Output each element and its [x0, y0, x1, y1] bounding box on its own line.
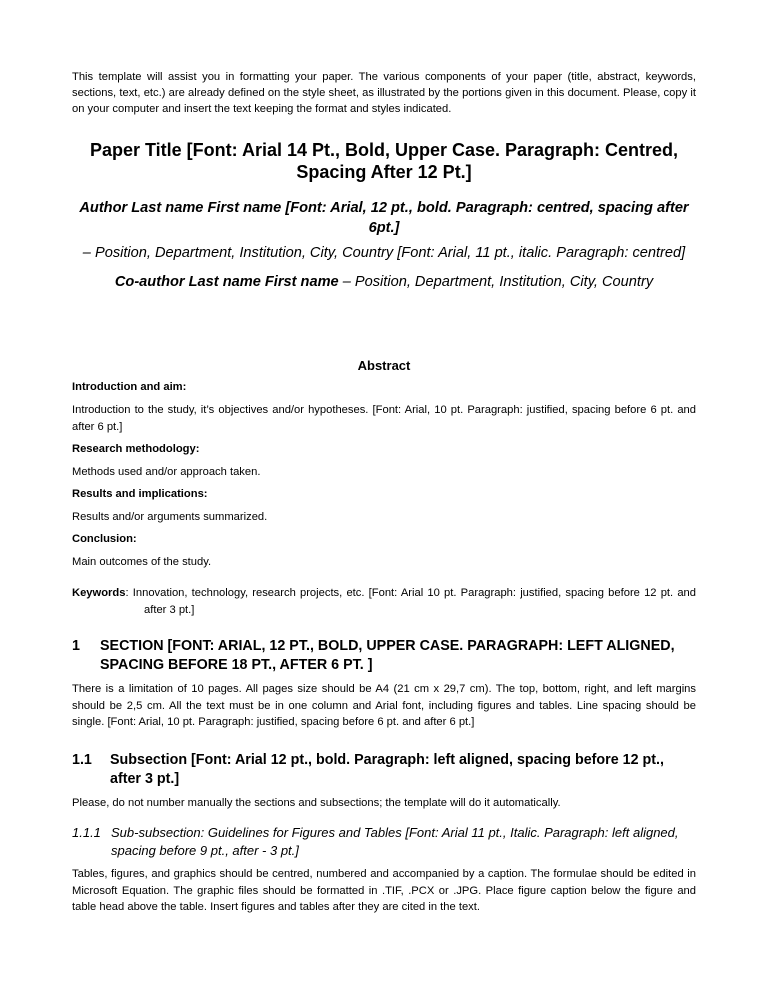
subsection-title: Subsection [Font: Arial 12 pt., bold. Paragraph: left aligned, spacing before 12 pt., after 3 pt.]	[110, 751, 664, 787]
document-page	[72, 70, 696, 916]
section-number: 1	[72, 638, 80, 655]
coauthor-name: Co-author Last name First name	[114, 274, 339, 291]
coauthor-line	[72, 272, 696, 292]
abstract-conclusion-label: Conclusion:	[72, 533, 137, 546]
subsubsection-number: 1.1.1	[72, 825, 101, 841]
abstract-method-text: Methods used and/or approach taken.	[72, 466, 261, 479]
abstract-results-text: Results and/or arguments summarized.	[72, 511, 268, 524]
abstract-intro-text: Introduction to the study, it’s objectives and/or hypotheses. [Font: Arial, 10 pt. Paragraph: justified, spacing before 6 pt. and after 6 pt.]	[72, 404, 696, 434]
abstract-heading: Abstract	[357, 358, 411, 374]
subsubsection-body: Tables, figures, and graphics should be centred, numbered and accompanied by a caption. The formulae should be edited in Microsoft Equation. The graphic files should be formatted in .TIF, .PCX or .JPG. Place figure caption below the figure and table head above the table. Insert figures and tables after they are cited in the text.	[72, 868, 696, 914]
subsubsection-heading	[72, 824, 696, 860]
abstract-results-label: Results and implications:	[72, 488, 208, 501]
abstract-conclusion-text: Main outcomes of the study.	[72, 556, 212, 569]
keywords-paragraph	[72, 585, 696, 619]
section-heading	[72, 637, 696, 675]
keywords-text: : Innovation, technology, research projects, etc. [Font: Arial 10 pt. Paragraph: justified, spacing before 12 pt. and after 3 pt.]	[125, 587, 696, 617]
intro-paragraph: This template will assist you in formatting your paper. The various components of your paper (title, abstract, keywords, sections, text, etc.) are already defined on the style sheet, as illustrated by the portions given in this document. Please, copy it on your computer and insert the text keeping the format and styles indicated.	[72, 71, 696, 115]
abstract-method-label: Research methodology:	[72, 443, 200, 456]
author-line: Author Last name First name [Font: Arial, 12 pt., bold. Paragraph: centred, spacing after 6pt.]	[79, 200, 689, 237]
author-position: – Position, Department, Institution, City, Country [Font: Arial, 11 pt., italic. Paragraph: centred]	[82, 245, 686, 262]
subsection-body: Please, do not number manually the sections and subsections; the template will do it automatically.	[72, 796, 561, 809]
section-title: SECTION [FONT: ARIAL, 12 PT., BOLD, UPPER CASE. PARAGRAPH: LEFT ALIGNED, SPACING BEFORE 18 PT., AFTER 6 PT. ]	[100, 638, 675, 674]
subsection-heading	[72, 751, 696, 789]
paper-title: Paper Title [Font: Arial 14 Pt., Bold, Upper Case. Paragraph: Centred, Spacing After 12 Pt.]	[89, 140, 679, 183]
keywords-label: Keywords	[72, 587, 126, 600]
coauthor-details: – Position, Department, Institution, City, Country	[338, 274, 654, 291]
subsubsection-title: Sub-subsection: Guidelines for Figures and Tables [Font: Arial 11 pt., Italic. Paragraph: left aligned, spacing before 9 pt., after - 3 pt.]	[111, 825, 679, 859]
abstract-intro-label: Introduction and aim:	[72, 381, 187, 394]
section-body: There is a limitation of 10 pages. All pages size should be A4 (21 cm x 29,7 cm). The top, bottom, right, and left margins should be 2,5 cm. All the text must be in one column and Arial font, including figures and tables. Line spacing should be single. [Font: Arial, 10 pt. Paragraph: justified, spacing before 6 pt. and after 6 pt.]	[72, 683, 696, 729]
subsection-number: 1.1	[72, 751, 92, 768]
